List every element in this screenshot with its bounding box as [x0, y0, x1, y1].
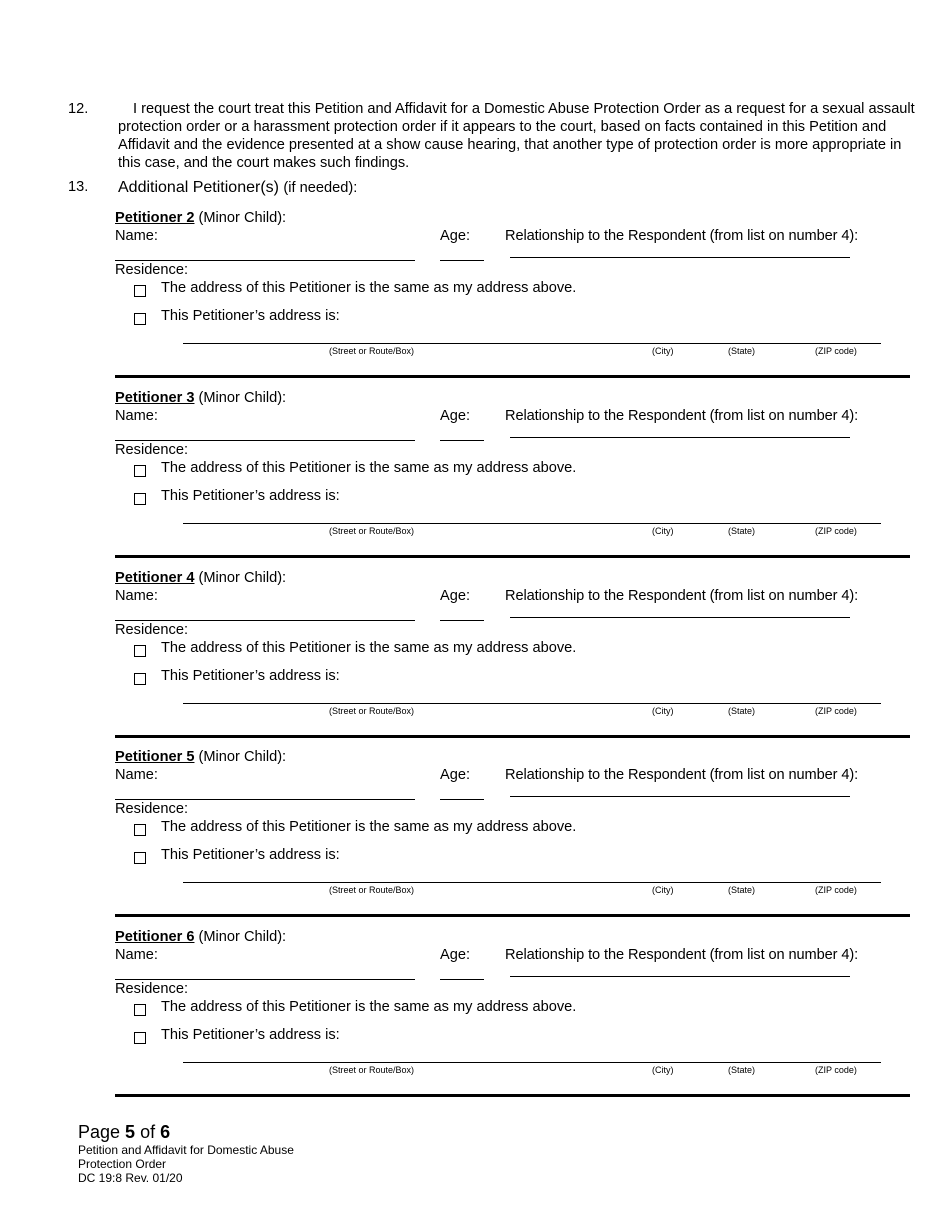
petitioner-block [0, 570, 950, 750]
petitioner-block [0, 210, 950, 390]
city-caption: (City) [652, 706, 674, 716]
petitioner-heading [115, 390, 286, 406]
address-field[interactable] [183, 1062, 881, 1063]
petitioner-suffix: (Minor Child): [194, 210, 287, 226]
same-address-label: The address of this Petitioner is the same as my address above. [161, 280, 577, 296]
this-address-checkbox[interactable] [134, 1032, 146, 1044]
same-address-label: The address of this Petitioner is the same as my address above. [161, 460, 577, 476]
name-field[interactable] [115, 440, 415, 441]
state-caption: (State) [728, 885, 756, 895]
petitioner-heading [115, 749, 286, 765]
zip-caption: (ZIP code) [815, 346, 857, 356]
this-address-label: This Petitioner’s address is: [161, 308, 340, 324]
petitioner-heading [115, 210, 286, 226]
same-address-checkbox[interactable] [134, 465, 146, 477]
item-13-heading [118, 179, 357, 197]
state-caption: (State) [728, 526, 756, 536]
age-label: Age: [440, 767, 471, 783]
petitioner-title: Petitioner 6 [115, 929, 195, 945]
state-caption: (State) [728, 346, 756, 356]
petitioner-block [0, 749, 950, 929]
section-divider [115, 555, 910, 558]
item-12-text: I request the court treat this Petition and Affidavit for a Domestic Abuse Protection Order as a request for a sexual assault protection order or a harassment protection order if it appears to the court, based on facts contained in this Petition and Affidavit and the evidence presented at a show cause hearing, that another type of protection order is more appropriate in this case, and the court makes such findings. [118, 101, 915, 171]
this-address-label: This Petitioner’s address is: [161, 488, 340, 504]
petitioner-suffix: (Minor Child): [194, 929, 287, 945]
street-caption: (Street or Route/Box) [329, 346, 415, 356]
age-field[interactable] [440, 620, 484, 621]
form-title-line-1: Petition and Affidavit for Domestic Abuse [78, 1143, 294, 1157]
relationship-label: Relationship to the Respondent (from list on number 4): [505, 408, 859, 424]
city-caption: (City) [652, 1065, 674, 1075]
petitioner-block [0, 390, 950, 570]
name-label: Name: [115, 947, 158, 963]
same-address-checkbox[interactable] [134, 824, 146, 836]
relationship-field[interactable] [510, 617, 850, 618]
petitioner-suffix: (Minor Child): [194, 570, 287, 586]
item-12 [68, 100, 918, 172]
this-address-checkbox[interactable] [134, 852, 146, 864]
age-field[interactable] [440, 260, 484, 261]
city-caption: (City) [652, 346, 674, 356]
same-address-checkbox[interactable] [134, 285, 146, 297]
address-field[interactable] [183, 882, 881, 883]
section-divider [115, 914, 910, 917]
petitioner-title: Petitioner 4 [115, 570, 195, 586]
petitioner-title: Petitioner 3 [115, 390, 195, 406]
petitioner-block [0, 929, 950, 1109]
petitioner-heading [115, 929, 286, 945]
this-address-label: This Petitioner’s address is: [161, 1027, 340, 1043]
street-caption: (Street or Route/Box) [329, 526, 415, 536]
address-field[interactable] [183, 343, 881, 344]
residence-label: Residence: [115, 442, 189, 458]
relationship-field[interactable] [510, 976, 850, 977]
relationship-field[interactable] [510, 796, 850, 797]
zip-caption: (ZIP code) [815, 706, 857, 716]
name-label: Name: [115, 228, 158, 244]
name-field[interactable] [115, 799, 415, 800]
name-label: Name: [115, 588, 158, 604]
same-address-checkbox[interactable] [134, 645, 146, 657]
section-divider [115, 1094, 910, 1097]
name-field[interactable] [115, 260, 415, 261]
same-address-label: The address of this Petitioner is the same as my address above. [161, 999, 577, 1015]
item-13-text: Additional Petitioner(s) [118, 179, 279, 196]
form-code: DC 19:8 Rev. 01/20 [78, 1171, 183, 1185]
item-12-number: 12. [68, 101, 89, 117]
this-address-checkbox[interactable] [134, 493, 146, 505]
item-13-number: 13. [68, 179, 89, 195]
relationship-label: Relationship to the Respondent (from list on number 4): [505, 767, 859, 783]
relationship-field[interactable] [510, 257, 850, 258]
street-caption: (Street or Route/Box) [329, 1065, 415, 1075]
city-caption: (City) [652, 526, 674, 536]
footer [78, 1122, 294, 1185]
street-caption: (Street or Route/Box) [329, 885, 415, 895]
page-current: 5 [125, 1122, 136, 1142]
name-field[interactable] [115, 979, 415, 980]
same-address-label: The address of this Petitioner is the same as my address above. [161, 819, 577, 835]
relationship-label: Relationship to the Respondent (from list on number 4): [505, 588, 859, 604]
age-field[interactable] [440, 799, 484, 800]
petitioner-suffix: (Minor Child): [194, 749, 287, 765]
this-address-checkbox[interactable] [134, 673, 146, 685]
petitioner-title: Petitioner 2 [115, 210, 195, 226]
zip-caption: (ZIP code) [815, 1065, 857, 1075]
city-caption: (City) [652, 885, 674, 895]
section-divider [115, 375, 910, 378]
residence-label: Residence: [115, 981, 189, 997]
petitioner-heading [115, 570, 286, 586]
name-label: Name: [115, 408, 158, 424]
residence-label: Residence: [115, 622, 189, 638]
residence-label: Residence: [115, 801, 189, 817]
age-label: Age: [440, 408, 471, 424]
section-divider [115, 735, 910, 738]
relationship-label: Relationship to the Respondent (from list on number 4): [505, 947, 859, 963]
form-title-line-2: Protection Order [78, 1157, 167, 1171]
street-caption: (Street or Route/Box) [329, 706, 415, 716]
same-address-checkbox[interactable] [134, 1004, 146, 1016]
petitioner-title: Petitioner 5 [115, 749, 195, 765]
age-label: Age: [440, 588, 471, 604]
item-13-note: (if needed): [283, 180, 358, 196]
this-address-label: This Petitioner’s address is: [161, 847, 340, 863]
same-address-label: The address of this Petitioner is the same as my address above. [161, 640, 577, 656]
address-field[interactable] [183, 523, 881, 524]
zip-caption: (ZIP code) [815, 885, 857, 895]
residence-label: Residence: [115, 262, 189, 278]
petitioner-suffix: (Minor Child): [194, 390, 287, 406]
page-number: Page 5 of 6 [78, 1122, 171, 1142]
this-address-checkbox[interactable] [134, 313, 146, 325]
address-field[interactable] [183, 703, 881, 704]
age-field[interactable] [440, 440, 484, 441]
state-caption: (State) [728, 706, 756, 716]
state-caption: (State) [728, 1065, 756, 1075]
this-address-label: This Petitioner’s address is: [161, 668, 340, 684]
age-label: Age: [440, 947, 471, 963]
name-field[interactable] [115, 620, 415, 621]
relationship-field[interactable] [510, 437, 850, 438]
age-field[interactable] [440, 979, 484, 980]
name-label: Name: [115, 767, 158, 783]
relationship-label: Relationship to the Respondent (from list on number 4): [505, 228, 859, 244]
age-label: Age: [440, 228, 471, 244]
page-total: 6 [160, 1122, 171, 1142]
zip-caption: (ZIP code) [815, 526, 857, 536]
